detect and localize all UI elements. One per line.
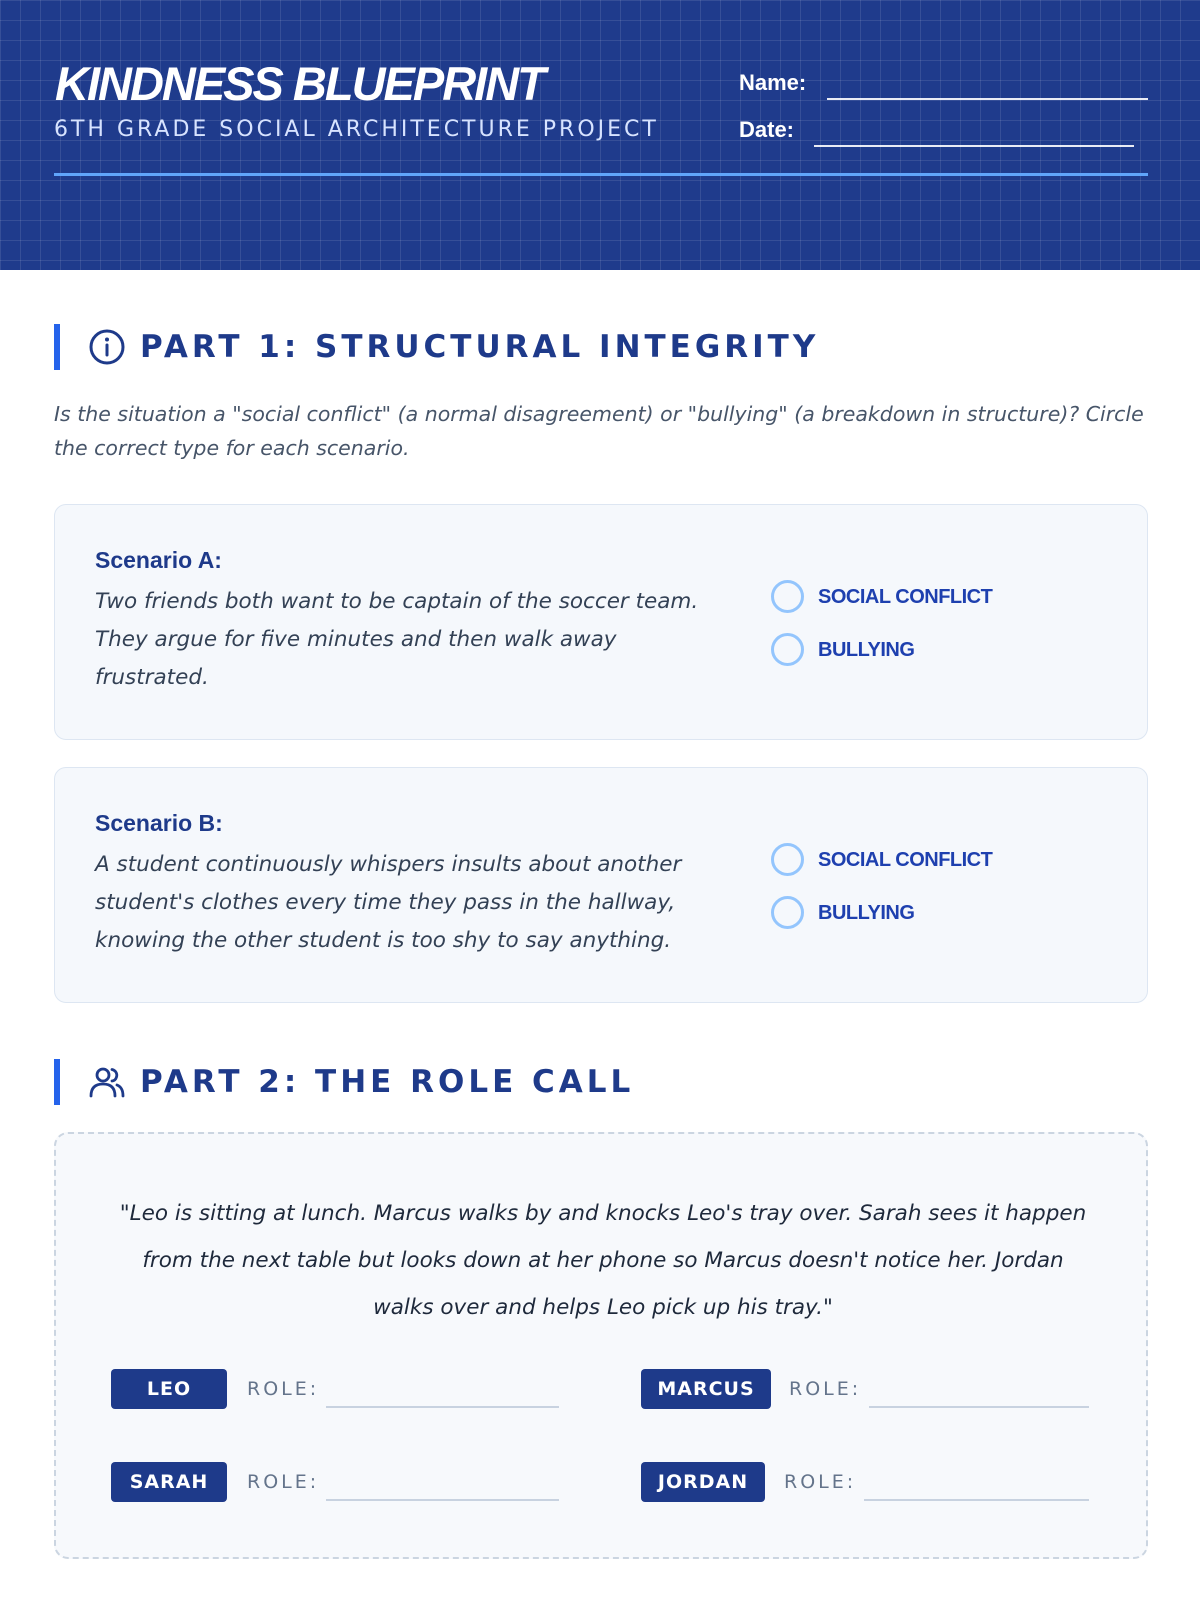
option-bullying[interactable] [771, 896, 1071, 930]
character-chip-jordan: JORDAN [641, 1462, 765, 1502]
scenario-label: Scenario A: [95, 547, 222, 573]
part1-heading [54, 324, 954, 370]
character-chip-leo: LEO [111, 1369, 227, 1409]
option-label: BULLYING [818, 902, 915, 924]
role-label: ROLE: [789, 1378, 862, 1400]
scenario-card [54, 767, 1148, 1003]
date-label: Date: [739, 117, 795, 142]
part2-heading [54, 1059, 954, 1105]
radio-circle[interactable] [771, 896, 804, 929]
part1-title: PART 1: STRUCTURAL INTEGRITY [140, 329, 820, 365]
name-field[interactable] [827, 98, 1148, 100]
part1-instructions: Is the situation a "social conflict" (a normal disagreement) or "bullying" (a breakdown in structure)? Circle the correct type for each scenario. [54, 402, 1144, 460]
role-input-jordan[interactable] [864, 1499, 1089, 1501]
worksheet-header [0, 0, 1200, 270]
story-text: "Leo is sitting at lunch. Marcus walks by and knocks Leo's tray over. Sarah sees it happen from the next table but looks down at her phone so Marcus doesn't notice her. Jordan walks over and helps Leo pick up his tray." [119, 1201, 1087, 1320]
section-accent-bar [54, 1059, 60, 1105]
radio-circle[interactable] [771, 843, 804, 876]
option-bullying[interactable] [771, 633, 1071, 667]
info-circle-icon [88, 328, 126, 366]
radio-circle[interactable] [771, 633, 804, 666]
role-input-leo[interactable] [326, 1406, 559, 1408]
role-input-sarah[interactable] [326, 1499, 559, 1501]
date-field[interactable] [814, 145, 1134, 147]
part2-title: PART 2: THE ROLE CALL [140, 1064, 635, 1100]
option-social-conflict[interactable] [771, 843, 1071, 877]
character-chip-sarah: SARAH [111, 1462, 227, 1502]
scenario-text: A student continuously whispers insults about another student's clothes every time they pass in the hallway, knowing the other student is too shy to say anything. [95, 852, 682, 953]
worksheet-subtitle: 6TH GRADE SOCIAL ARCHITECTURE PROJECT [54, 117, 659, 142]
role-label: ROLE: [247, 1378, 320, 1400]
scenario-label: Scenario B: [95, 810, 223, 836]
role-label: ROLE: [784, 1471, 857, 1493]
option-social-conflict[interactable] [771, 580, 1071, 614]
section-accent-bar [54, 324, 60, 370]
users-icon [88, 1063, 126, 1101]
role-input-marcus[interactable] [869, 1406, 1089, 1408]
option-label: SOCIAL CONFLICT [818, 586, 993, 608]
role-call-box [54, 1132, 1148, 1559]
header-divider [54, 173, 1148, 176]
scenario-card [54, 504, 1148, 740]
radio-circle[interactable] [771, 580, 804, 613]
worksheet-title: KINDNESS BLUEPRINT [55, 57, 544, 110]
option-label: SOCIAL CONFLICT [818, 849, 993, 871]
scenario-text: Two friends both want to be captain of the soccer team. They argue for five minutes and then walk away frustrated. [95, 589, 699, 690]
character-chip-marcus: MARCUS [641, 1369, 771, 1409]
role-label: ROLE: [247, 1471, 320, 1493]
option-label: BULLYING [818, 639, 915, 661]
name-label: Name: [739, 70, 807, 95]
